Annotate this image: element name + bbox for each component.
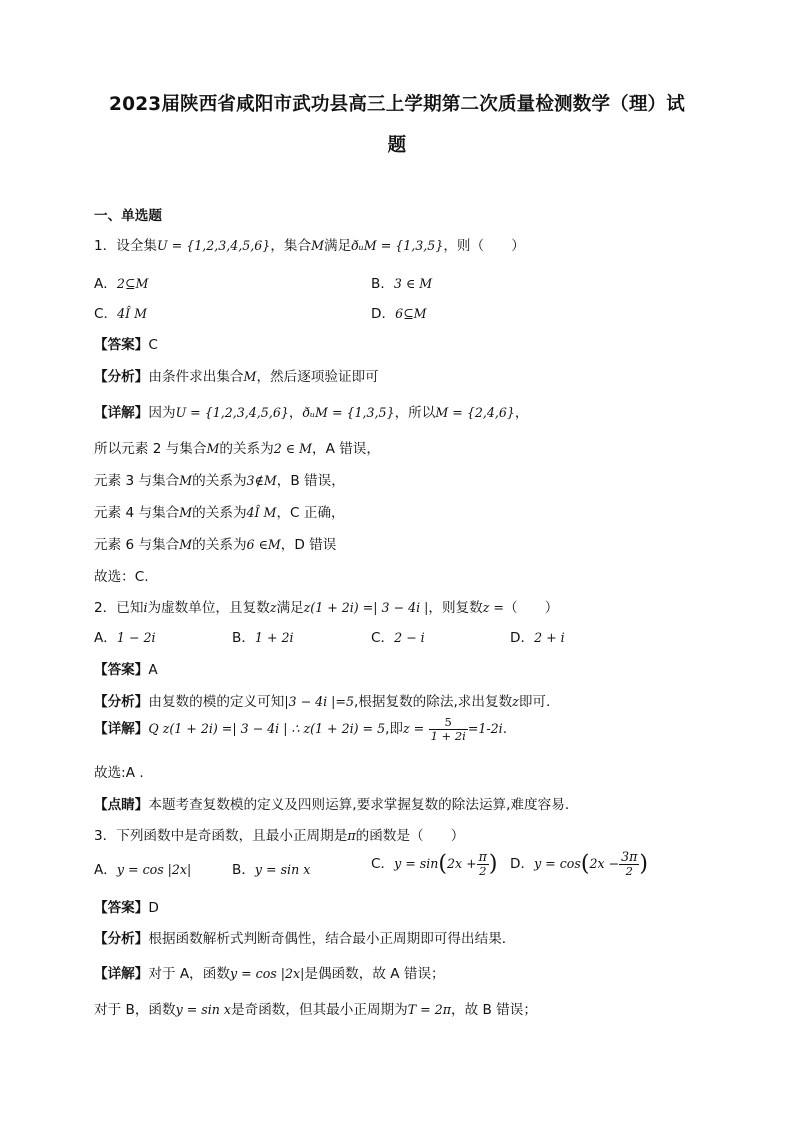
q2-option-c: C．2 − i	[371, 630, 425, 646]
q1-option-b: B．3 ∈ M	[371, 276, 433, 292]
q1-choose: 故选：C.	[94, 569, 149, 585]
q2-fraction: $\frac{5}{1 + 2i}$	[430, 715, 466, 743]
q3-analysis: 【分析】根据函数解析式判断奇偶性，结合最小正周期即可得出结果．	[94, 931, 516, 947]
q3-option-d: D．y = cos(2x − $\frac{3\pi}{2}$ )	[510, 849, 648, 878]
q2-analysis: 【分析】由复数的模的定义可知|3 − 4i |=5,根据复数的除法,求出复数z即可.	[94, 694, 551, 710]
q3-option-b: B．y = sin x	[232, 862, 311, 878]
q2-option-a: A．1 − 2i	[94, 630, 156, 646]
q1-option-d: D．6⊆M	[371, 306, 427, 322]
q1-option-a: A．2⊆M	[94, 276, 149, 292]
q3-detail-line-2: 对于 B，函数y = sin x是奇函数，但其最小正周期为T = 2π，故 B 错误；	[94, 1002, 537, 1018]
q2-stem: 2．已知i为虚数单位，且复数z满足z(1 + 2i) =| 3 − 4i |，则复数z =（ ）	[94, 600, 559, 616]
q2-comment: 【点睛】本题考查复数模的定义及四则运算,要求掌握复数的除法运算,难度容易.	[94, 797, 570, 813]
q3-detail: 【详解】对于 A，函数y = cos |2x|是偶函数，故 A 错误；	[94, 966, 445, 982]
section-heading: 一、单选题	[94, 208, 162, 224]
q1-detail-line-3: 元素 3 与集合M的关系为3∉M，B 错误，	[94, 473, 345, 489]
q2-option-d: D．2 + i	[510, 630, 565, 646]
q1-analysis: 【分析】由条件求出集合M，然后逐项验证即可	[94, 369, 379, 385]
q1-stem: 1．设全集U = {1,2,3,4,5,6}，集合M满足ðᵤM = {1,3,5}，则（ ）	[94, 238, 525, 254]
q1-detail-line-2: 所以元素 2 与集合M的关系为2 ∈ M，A 错误，	[94, 441, 380, 457]
q3-option-d-fraction: $\frac{3\pi}{2}$	[621, 849, 638, 878]
q1-answer: 【答案】C	[94, 337, 158, 353]
q3-stem: 3．下列函数中是奇函数，且最小正周期是π的函数是（ ）	[94, 828, 465, 844]
q2-choose: 故选:A .	[94, 765, 144, 781]
doc-title-line1: 2023届陕西省咸阳市武功县高三上学期第二次质量检测数学（理）试	[109, 94, 685, 115]
q2-option-b: B．1 + 2i	[232, 630, 294, 646]
q1-detail: 【详解】因为U = {1,2,3,4,5,6}，ðᵤM = {1,3,5}，所以M = {2,4,6}，	[94, 405, 529, 421]
q3-answer: 【答案】D	[94, 900, 159, 916]
q1-detail-line-5: 元素 6 与集合M的关系为6 ∈M，D 错误	[94, 537, 337, 553]
q2-answer: 【答案】A	[94, 662, 158, 678]
q3-option-c: C．y = sin(2x + $\frac{\pi}{2}$ )	[371, 849, 498, 878]
doc-title-line2: 题	[387, 135, 407, 156]
q1-detail-line-4: 元素 4 与集合M的关系为4Î M，C 正确，	[94, 505, 345, 521]
q2-detail: 【详解】Q z(1 + 2i) =| 3 − 4i | ∴ z(1 + 2i) = 5,即z = $\frac{5}{1 + 2i}$ =1-2i.	[94, 715, 508, 743]
q1-option-c: C．4Î M	[94, 306, 147, 322]
q3-option-a: A．y = cos |2x|	[94, 862, 192, 878]
q3-option-c-fraction: $\frac{\pi}{2}$	[478, 849, 487, 878]
